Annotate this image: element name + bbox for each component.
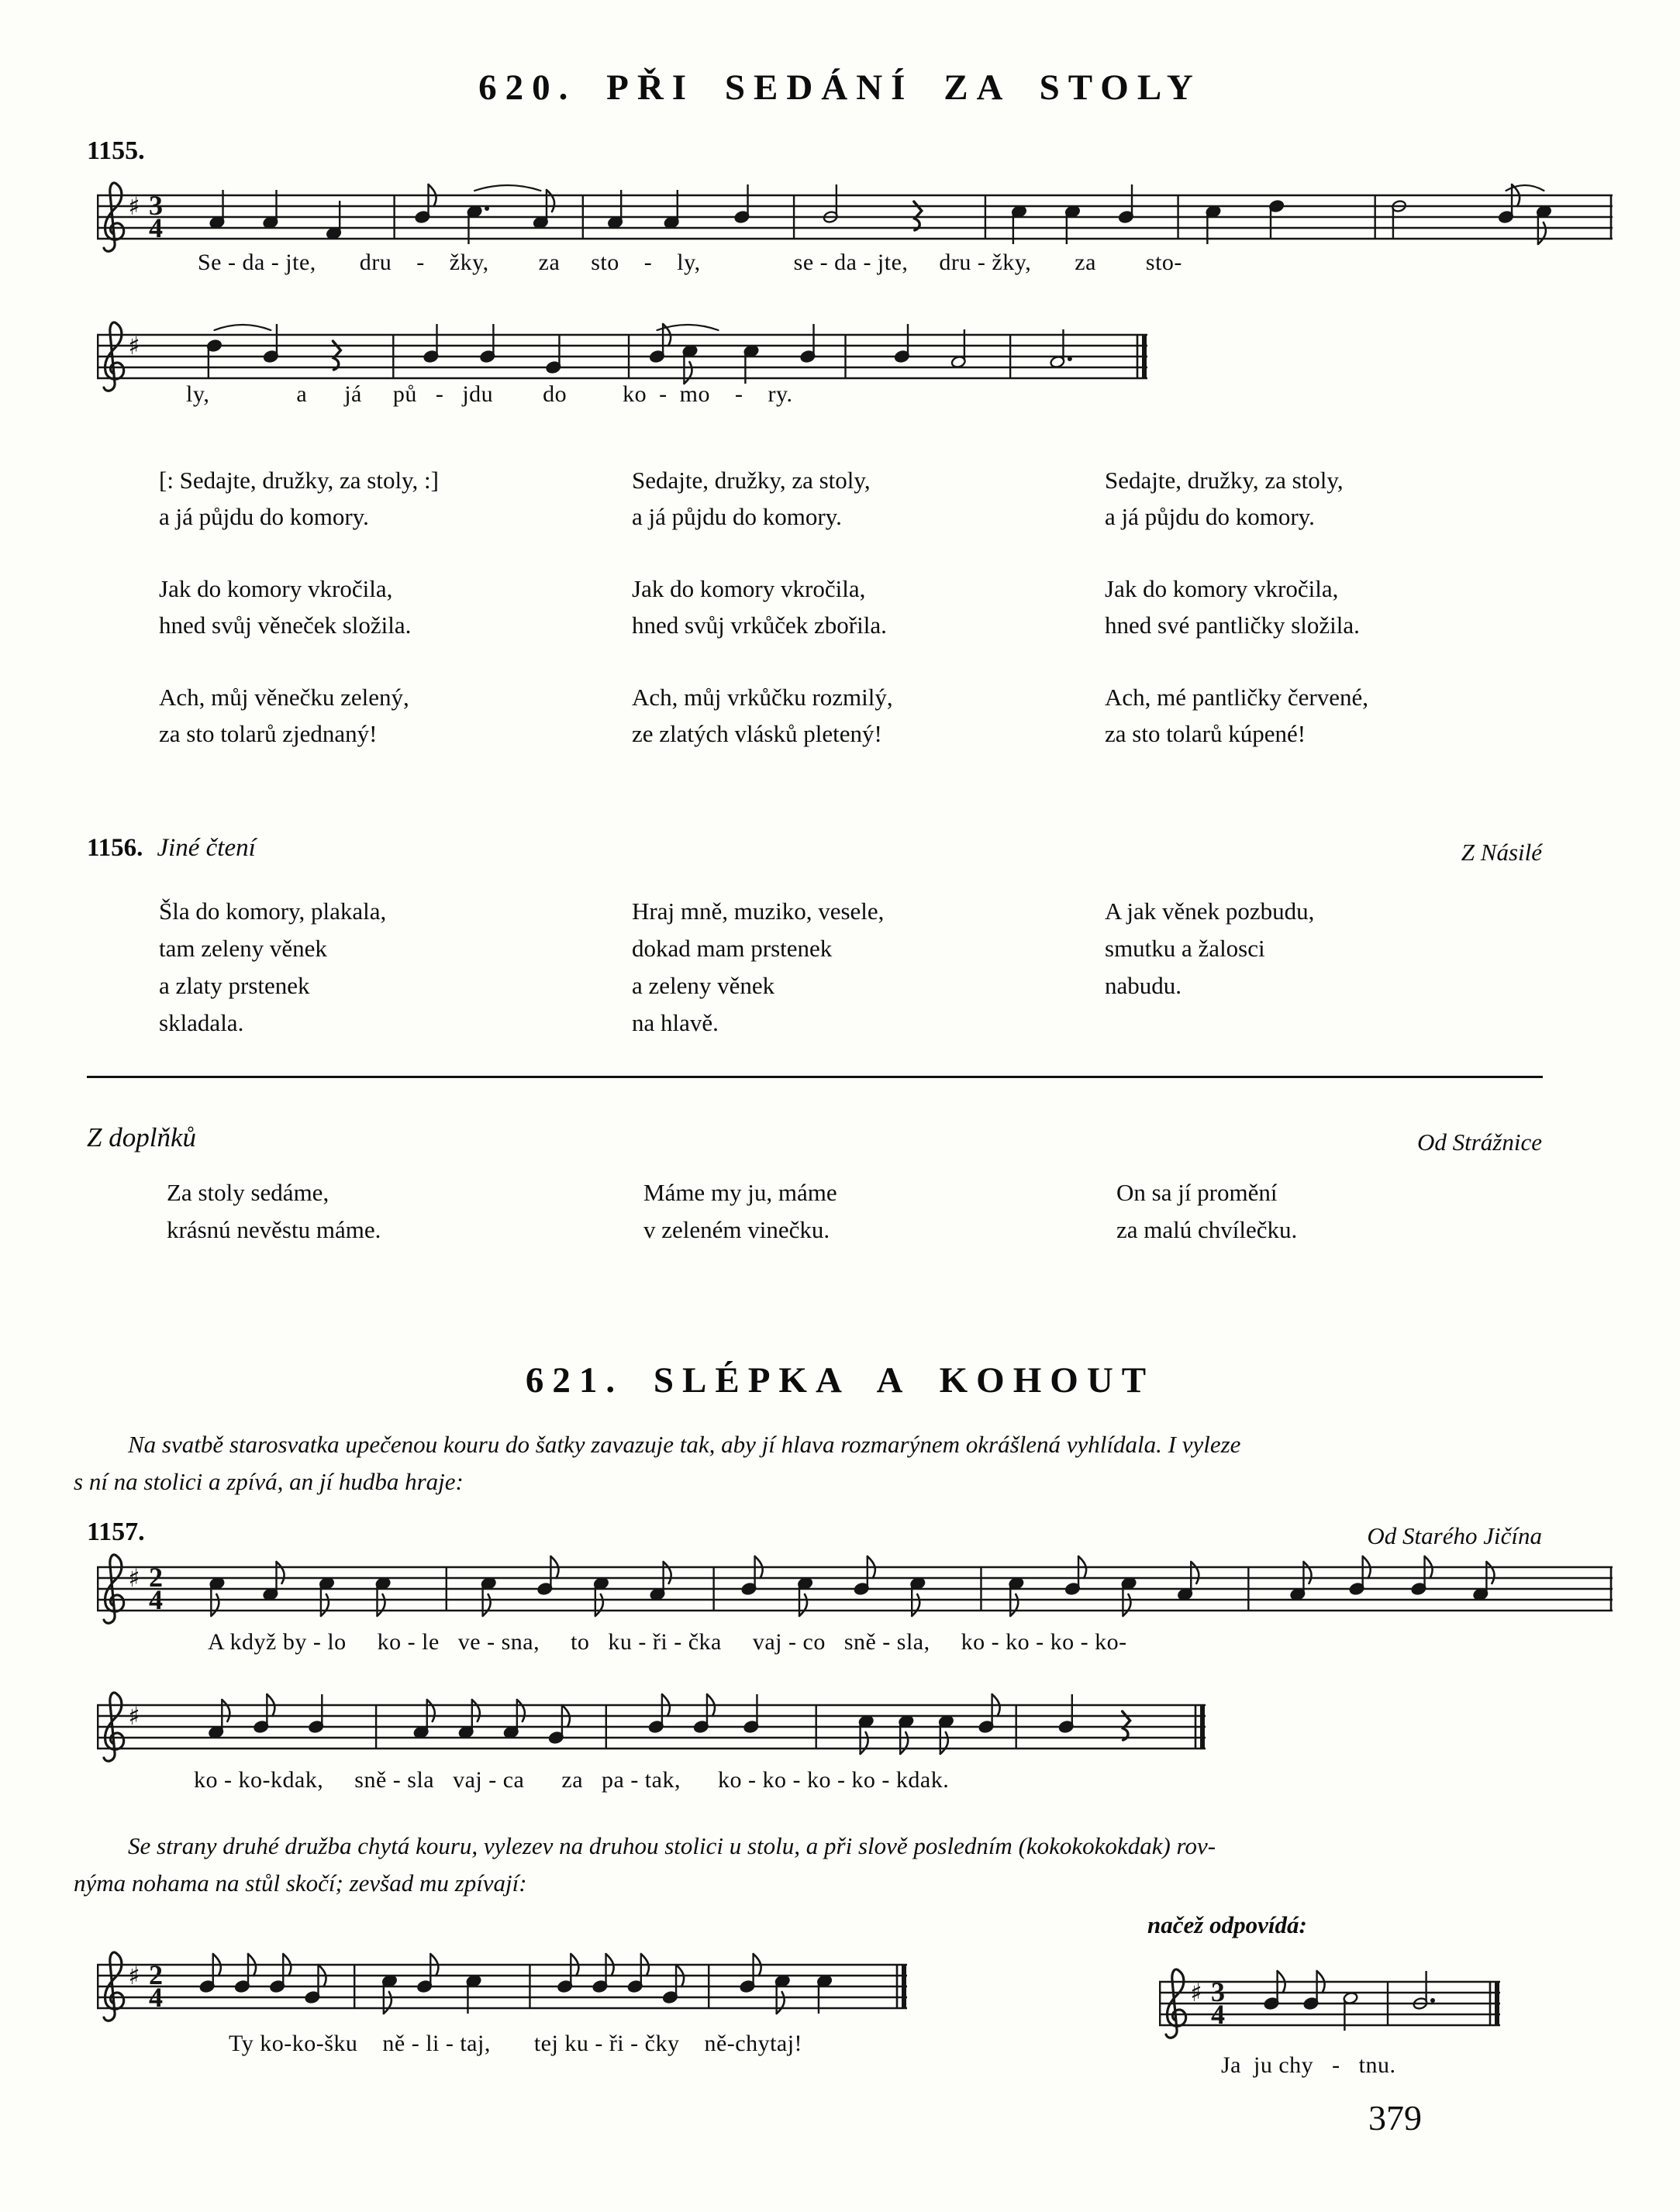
- section-1156-heading: [87, 834, 256, 863]
- lyrics-response-1: Ty ko-ko-šku ně - li - taj, tej ku - ři - čky ně-chytaj!: [229, 2031, 803, 2056]
- verse-line: Ach, mé pantličky červené,: [1105, 684, 1368, 711]
- svg-text:4: 4: [1211, 1999, 1225, 2030]
- verse-1156-column-2: [632, 893, 1081, 1042]
- verse-line: Hraj mně, muziko, vesele,: [632, 898, 885, 925]
- verse-line: a já půjdu do komory.: [159, 503, 369, 530]
- svg-text:4: 4: [149, 212, 163, 243]
- verse-line: za sto tolarů zjednaný!: [159, 720, 378, 747]
- svg-text:3: 3: [1211, 1976, 1225, 2007]
- verse-line: a zlaty prstenek: [159, 972, 310, 999]
- intro-line-1: Na svatbě starosvatka upečenou kouru do šatky zavazuje tak, aby jí hlava rozmarýnem okrášlená vyhlídala. I vyleze: [128, 1431, 1241, 1458]
- svg-text:2: 2: [149, 1959, 163, 1990]
- verse-line: za sto tolarů kúpené!: [1105, 720, 1306, 747]
- verse-line: a zeleny věnek: [632, 972, 775, 999]
- verse-line: na hlavě.: [632, 1009, 719, 1036]
- melody-number-1157: 1157.: [87, 1518, 145, 1546]
- lyrics-response-2: Ja ju chy - tnu.: [1221, 2052, 1396, 2078]
- stanza: [159, 679, 609, 752]
- stanza: [1105, 570, 1554, 643]
- verse-line: A jak věnek pozbudu,: [1105, 898, 1315, 925]
- stanza: [632, 462, 1081, 535]
- verse-line: Máme my ju, máme: [643, 1179, 837, 1206]
- verse-1156-column-3: [1105, 893, 1554, 1004]
- verse-line: za malú chvílečku.: [1116, 1216, 1298, 1243]
- music-staff-response-2: [1159, 1947, 1500, 2063]
- verse-line: hned své pantličky složila.: [1105, 612, 1360, 639]
- verse-line: Ach, můj věnečku zelený,: [159, 684, 409, 711]
- lyrics-1157-line-1: A když by - lo ko - le ve - sna, to ku - ři - čka vaj - co sně - sla, ko - ko - ko - ko-: [208, 1629, 1127, 1655]
- supplement-column-1: [167, 1174, 616, 1249]
- verse-line: krásnú nevěstu máme.: [167, 1216, 381, 1243]
- verse-line: skladala.: [159, 1009, 244, 1036]
- stanza: [632, 679, 1081, 752]
- staff-notation-svg: [1159, 1947, 1500, 2063]
- verse-column-2: [632, 462, 1081, 787]
- verse-line: Jak do komory vkročila,: [159, 575, 393, 602]
- section-1156-label: Jiné čtení: [157, 834, 256, 862]
- svg-text:3: 3: [149, 190, 163, 221]
- lyrics-1157-line-2: ko - ko-kdak, sně - sla vaj - ca za pa - tak, ko - ko - ko - ko - kdak.: [194, 1767, 950, 1793]
- supplement-column-3: [1116, 1174, 1566, 1249]
- svg-text:♯: ♯: [128, 1961, 140, 1990]
- svg-text:♯: ♯: [1190, 1978, 1202, 2007]
- lyrics-1155-line-2: ly, a já pů - jdu do ko - mo - ry.: [186, 381, 793, 407]
- verse-line: smutku a žalosci: [1105, 935, 1265, 962]
- svg-text:♯: ♯: [128, 331, 140, 360]
- verse-line: Sedajte, družky, za stoly,: [1105, 467, 1344, 494]
- svg-text:♯: ♯: [128, 1563, 140, 1593]
- verse-line: Ach, můj vrkůčku rozmilý,: [632, 684, 893, 711]
- stanza: [159, 570, 609, 643]
- section-divider-rule: [87, 1076, 1543, 1078]
- intro-line-2: s ní na stolici a zpívá, an jí hudba hraje:: [74, 1468, 464, 1495]
- supplement-heading: Z doplňků: [87, 1122, 196, 1153]
- melody-number-1156: 1156.: [87, 834, 143, 862]
- lyrics-1155-line-1: Se - da - jte, dru - žky, za sto - ly, se - da - jte, dru - žky, za sto-: [198, 250, 1182, 275]
- svg-text:4: 4: [149, 1584, 163, 1615]
- verse-line: Šla do komory, plakala,: [159, 898, 387, 925]
- svg-text:4: 4: [149, 1982, 163, 2013]
- verse-column-3: [1105, 462, 1554, 787]
- svg-text:♯: ♯: [128, 1701, 140, 1731]
- song-621-title: 621. SLÉPKA A KOHOUT: [525, 1360, 1155, 1401]
- svg-text:♯: ♯: [128, 191, 140, 221]
- staff-notation-svg: [97, 1930, 907, 2046]
- verse-line: Za stoly sedáme,: [167, 1179, 329, 1206]
- verse-line: [: Sedajte, družky, za stoly, :]: [159, 467, 439, 494]
- verse-line: hned svůj vrkůček zbořila.: [632, 612, 887, 639]
- verse-1156-column-1: [159, 893, 609, 1042]
- page-number: 379: [1368, 2098, 1422, 2138]
- verse-line: Jak do komory vkročila,: [632, 575, 866, 602]
- svg-text:2: 2: [149, 1562, 163, 1593]
- verse-line: hned svůj věneček složila.: [159, 612, 412, 639]
- stanza: [1105, 679, 1554, 752]
- verse-line: nabudu.: [1105, 972, 1182, 999]
- interlude-line-1: Se strany druhé družba chytá kouru, vylezev na druhou stolici u stolu, a při slově posledním (kokokokokdak) rov-: [128, 1832, 1216, 1859]
- melody-number-1155: 1155.: [87, 136, 145, 165]
- source-z-nasile: Z Násilé: [1461, 839, 1542, 866]
- source-od-straznice: Od Strážnice: [1416, 1128, 1542, 1156]
- supplement-column-2: [643, 1174, 1093, 1249]
- verse-line: Sedajte, družky, za stoly,: [632, 467, 871, 494]
- music-staff-response-1: [97, 1930, 907, 2046]
- verse-column-1: [159, 462, 609, 787]
- stanza: [159, 462, 609, 535]
- verse-line: a já půjdu do komory.: [632, 503, 842, 530]
- stanza: [632, 570, 1081, 643]
- verse-line: ze zlatých vlásků pletený!: [632, 720, 882, 747]
- verse-line: v zeleném vinečku.: [643, 1216, 830, 1243]
- verse-line: dokad mam prstenek: [632, 935, 833, 962]
- song-620-title: 620. PŘI SEDÁNÍ ZA STOLY: [478, 67, 1202, 108]
- stanza: [1105, 462, 1554, 535]
- verse-line: Jak do komory vkročila,: [1105, 575, 1339, 602]
- verse-line: a já půjdu do komory.: [1105, 503, 1315, 530]
- response-label: načež odpovídá:: [1147, 1911, 1307, 1938]
- interlude-line-2: nýma nohama na stůl skočí; zevšad mu zpívají:: [74, 1869, 527, 1897]
- verse-line: tam zeleny věnek: [159, 935, 327, 962]
- source-od-stareho-jicina: Od Starého Jičína: [1367, 1522, 1542, 1549]
- verse-line: On sa jí promění: [1116, 1179, 1278, 1206]
